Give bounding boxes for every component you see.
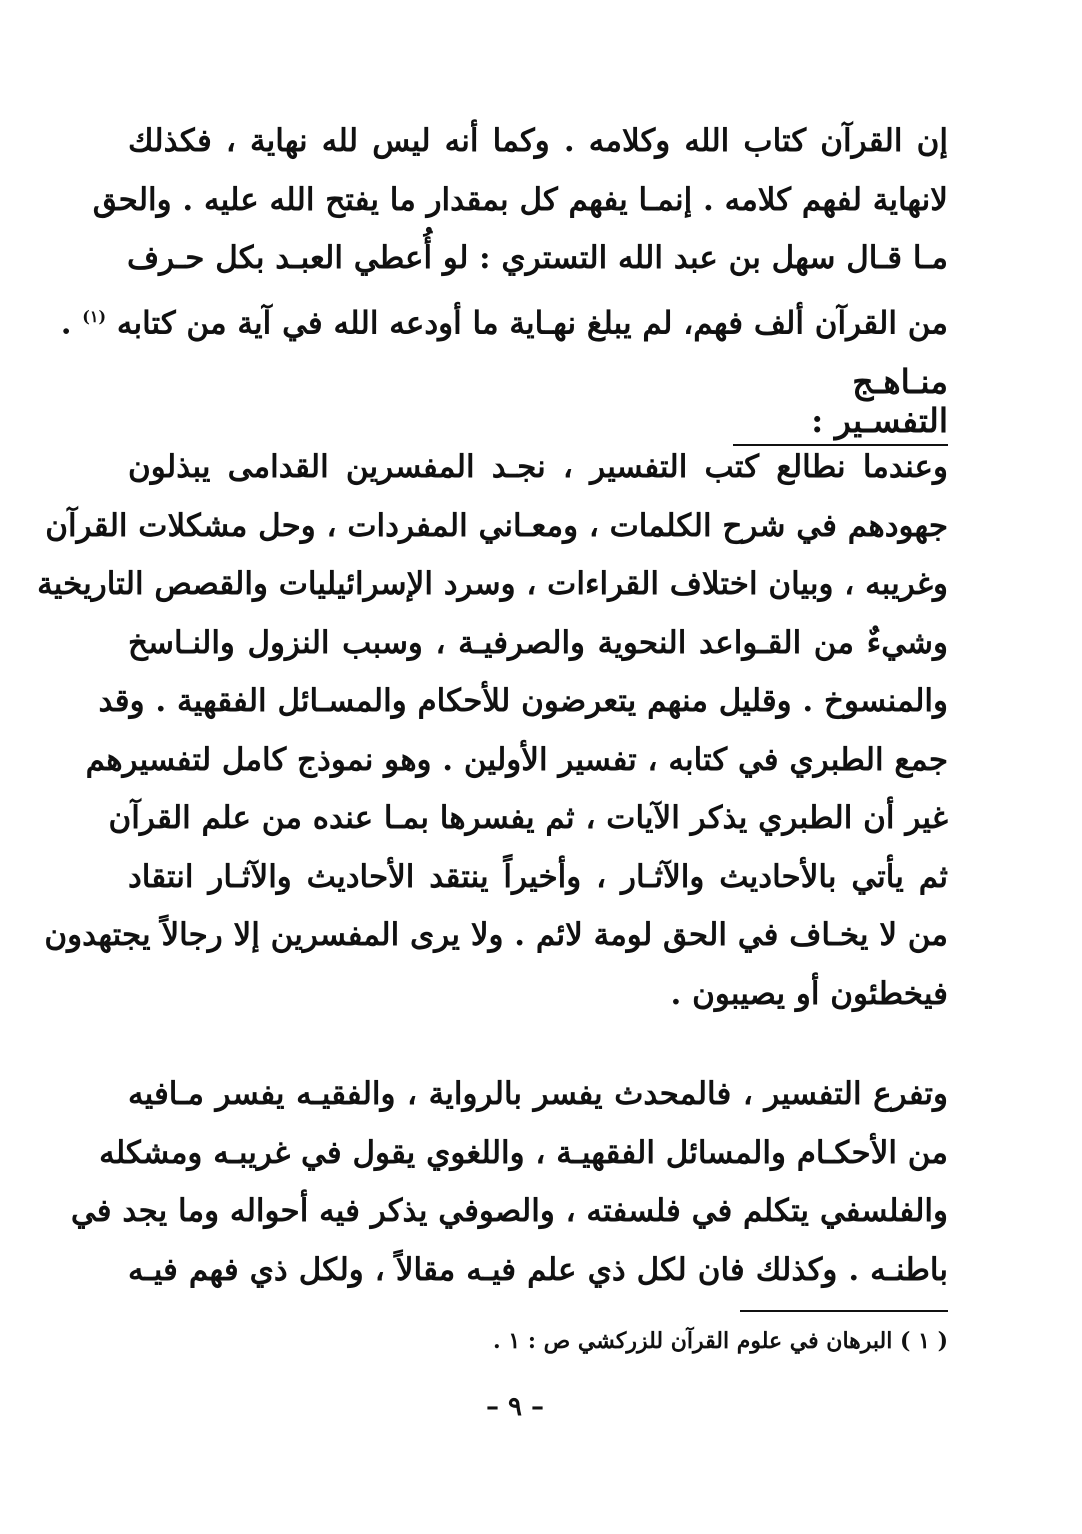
text-line: وعندما نطالع كتب التفسير ، نجـد المفسرين القدامى يبذلون bbox=[128, 449, 948, 485]
text-line: جهودهم في شرح الكلمات ، ومعـاني المفردات ، وحل مشكلات القرآن bbox=[45, 507, 948, 544]
text-line-body: من القرآن ألف فهم، لم يبلغ نهـاية ما أودعه الله في آية من كتابه bbox=[116, 304, 948, 341]
text-line: والفلسفي يتكلم في فلسفته ، والصوفي يذكر فيه أحواله وما يجد في bbox=[70, 1193, 948, 1229]
text-line: وغريبه ، وبيان اختلاف القراءات ، وسرد الإسرائيليات والقصص التاريخية bbox=[37, 566, 948, 602]
footnote: ( ١ ) البرهان في علوم القرآن للزركشي ص : ١ . bbox=[493, 1328, 948, 1354]
text-line: من الأحكـام والمسائل الفقهيـة ، واللغوي يقول في غريبـه ومشكله bbox=[99, 1134, 948, 1171]
page-number: – ٩ – bbox=[485, 1392, 545, 1422]
text-line: وشيءٌ من القـواعد النحوية والصرفيـة ، وسبب النزول والنـاسخ bbox=[128, 624, 948, 661]
text-line: من لا يخـاف في الحق لومة لائم . ولا يرى المفسرين إلا رجالاً يجتهدون bbox=[44, 917, 948, 953]
text-line bbox=[60, 288, 948, 353]
text-line: مـا قـال سهل بن عبد الله التستري : لو أُعطي العبـد بكل حـرف bbox=[126, 240, 948, 276]
footnote-divider bbox=[740, 1310, 948, 1312]
body-paragraph bbox=[70, 1065, 948, 1299]
text-line: باطنـه . وكذلك فان لكل ذي علم فيـه مقالاً ، ولكل ذي فهم فيـه bbox=[128, 1251, 948, 1288]
text-line: فيخطئون أو يصيبون . bbox=[670, 975, 948, 1012]
intro-paragraph bbox=[60, 112, 948, 352]
text-line: غير أن الطبري يذكر الآيات ، ثم يفسرها بمـا عنده من علم القرآن bbox=[108, 800, 948, 836]
text-line: جمع الطبري في كتابه ، تفسير الأولين . وهو نموذج كامل لتفسيرهم bbox=[85, 741, 948, 778]
text-line: ثم يأتي بالأحاديث والآثـار ، وأخيراً ينتقد الأحاديث والآثـار انتقاد bbox=[128, 858, 948, 895]
section-heading: منـاهـج التفسـير : bbox=[733, 362, 948, 446]
footnote-marker: (١) bbox=[82, 306, 107, 326]
body-paragraph bbox=[37, 438, 948, 1023]
text-line: والمنسوخ . وقليل منهم يتعرضون للأحكام والمسـائل الفقهية . وقد bbox=[98, 683, 948, 719]
sentence-end: . bbox=[60, 304, 83, 341]
text-line: إن القرآن كتاب الله وكلامه . وكما أنه ليس لله نهاية ، فكذلك bbox=[128, 123, 948, 159]
text-line: لانهاية لفهم كلامه . إنمـا يفهم كل بمقدار ما يفتح الله عليه . والحق bbox=[92, 181, 948, 218]
text-line: وتفرع التفسير ، فالمحدث يفسر بالرواية ، والفقيـه يفسر مـافيه bbox=[128, 1076, 948, 1112]
